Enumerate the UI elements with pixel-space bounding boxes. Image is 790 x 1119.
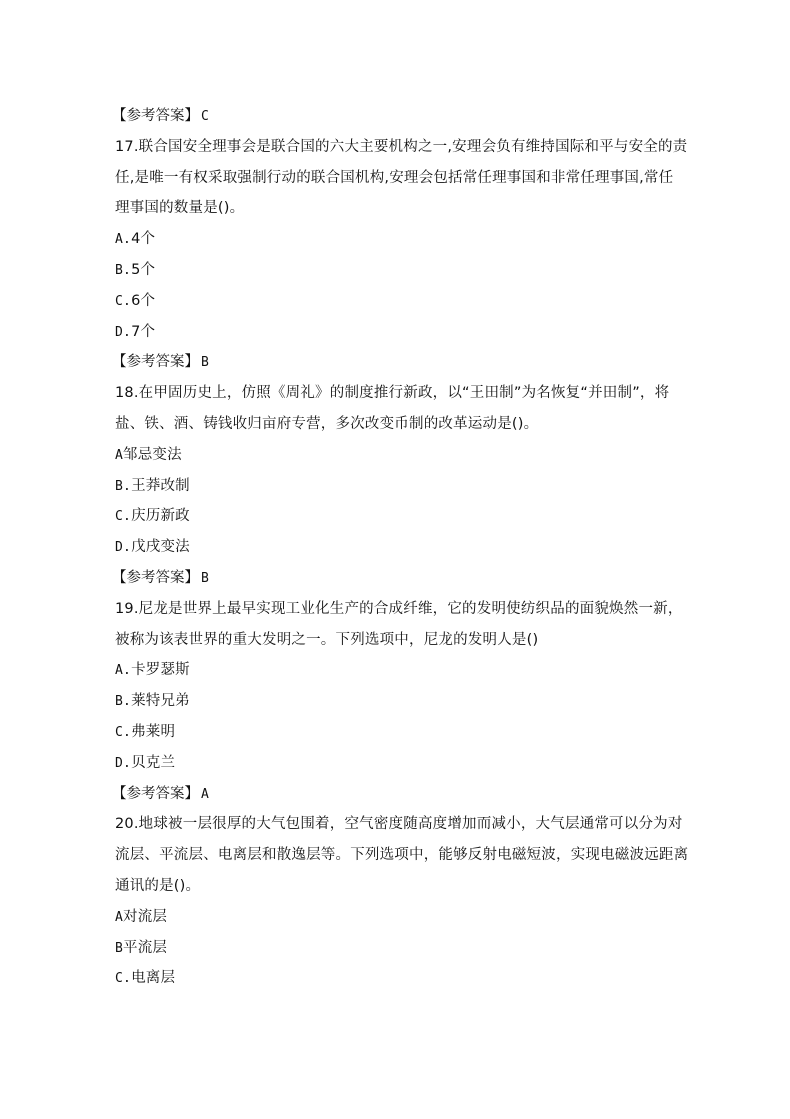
- answer-value: A: [201, 786, 209, 802]
- option-text: 5个: [131, 261, 156, 278]
- question-text-line: 19.尼龙是世界上最早实现工业化生产的合成纤维，它的发明使纺织品的面貌焕然一新，: [115, 600, 683, 617]
- answer-label: 【参考答案】: [112, 108, 199, 124]
- answer-key-18: [112, 563, 667, 594]
- answer-value: B: [201, 355, 209, 371]
- option-label: C.: [115, 971, 132, 987]
- question-19: [112, 594, 683, 810]
- option-b: [115, 686, 667, 717]
- option-text: 戊戌变法: [131, 539, 190, 556]
- option-label: B: [115, 940, 124, 956]
- option-d: [115, 532, 667, 563]
- question-text-line: 任,是唯一有权采取强制行动的联合国机构,安理会包括常任理事国和非常任理事国,常任: [115, 169, 674, 186]
- option-label: D.: [115, 755, 132, 771]
- option-text: 庆历新政: [131, 508, 190, 525]
- option-text: 4个: [131, 231, 156, 248]
- question-text-line: 17.联合国安全理事会是联合国的六大主要机构之一,安理会负有维持国际和平与安全的责: [115, 138, 688, 155]
- answer-label: 【参考答案】: [112, 569, 199, 586]
- option-text: 电离层: [131, 970, 176, 987]
- answer-key-16: [112, 101, 667, 132]
- option-label: A: [115, 909, 124, 925]
- option-b: [115, 933, 667, 964]
- question-18: [112, 378, 670, 594]
- question-text-line: 被称为该表世界的重大发明之一。下列选项中，尼龙的发明人是(): [115, 631, 539, 648]
- option-d: [115, 317, 667, 348]
- option-label: C.: [115, 724, 132, 740]
- option-label: D.: [115, 540, 132, 556]
- option-a: [115, 224, 667, 255]
- question-20: [115, 809, 689, 994]
- question-text-line: 通讯的是()。: [115, 877, 201, 894]
- document-page: [112, 101, 689, 994]
- option-b: [115, 255, 667, 286]
- option-label: C.: [115, 293, 132, 309]
- option-c: [115, 286, 667, 317]
- option-label: A.: [115, 232, 132, 248]
- option-a: [115, 440, 667, 471]
- option-text: 对流层: [123, 908, 168, 925]
- option-label: B.: [115, 478, 132, 494]
- answer-label: 【参考答案】: [112, 354, 199, 371]
- option-text: 平流层: [123, 939, 168, 956]
- option-label: C.: [115, 509, 132, 525]
- option-text: 卡罗瑟斯: [131, 662, 190, 679]
- question-17: [112, 132, 688, 378]
- option-label: A: [115, 447, 124, 463]
- option-a: [115, 902, 667, 933]
- option-d: [115, 748, 667, 779]
- question-text-line: 20.地球被一层很厚的大气包围着，空气密度随高度增加而减小，大气层通常可以分为对: [115, 816, 683, 833]
- question-text-line: 18.在甲固历史上，仿照《周礼》的制度推行新政，以“王田制”为名恢复“并田制”，将: [115, 385, 670, 402]
- question-text-line: 流层、平流层、电离层和散逸层等。下列选项中，能够反射电磁短波，实现电磁波远距离: [115, 847, 689, 864]
- option-c: [115, 717, 667, 748]
- option-text: 王莽改制: [131, 477, 190, 494]
- option-text: 弗莱明: [131, 723, 176, 740]
- option-text: 贝克兰: [131, 754, 176, 771]
- answer-value: C: [201, 109, 209, 124]
- option-text: 6个: [131, 292, 156, 309]
- option-text: 邹忌变法: [123, 446, 182, 463]
- answer-key-19: [112, 779, 667, 810]
- option-label: B.: [115, 262, 132, 278]
- answer-value: B: [201, 570, 209, 586]
- question-text-line: 理事国的数量是()。: [115, 200, 245, 217]
- answer-label: 【参考答案】: [112, 785, 199, 802]
- question-text-line: 盐、铁、酒、铸钱收归亩府专营，多次改变币制的改革运动是()。: [115, 415, 539, 432]
- option-a: [115, 655, 667, 686]
- option-label: B.: [115, 694, 132, 710]
- answer-key-17: [112, 347, 667, 378]
- option-text: 7个: [131, 323, 156, 340]
- option-label: A.: [115, 663, 132, 679]
- option-c: [115, 501, 667, 532]
- option-label: D.: [115, 324, 132, 340]
- option-b: [115, 471, 667, 502]
- option-c: [115, 963, 667, 994]
- option-text: 莱特兄弟: [131, 693, 190, 710]
